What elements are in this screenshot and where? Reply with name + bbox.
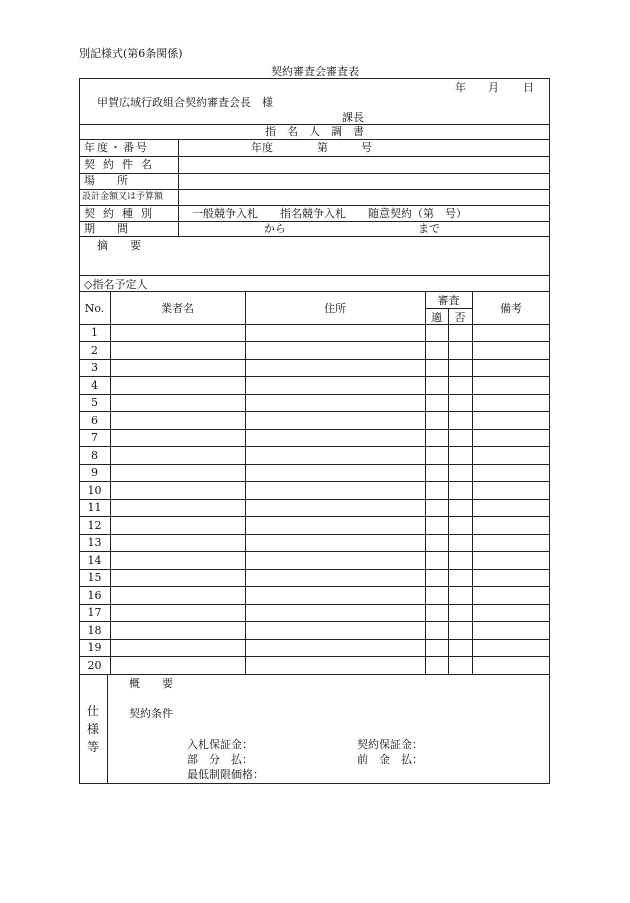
rule-row	[79, 446, 550, 447]
label-divider	[178, 139, 179, 236]
col-divider-address	[425, 291, 426, 674]
row-number: 4	[91, 379, 98, 392]
spec-conditions: 契約条件	[129, 707, 173, 720]
col-header-remarks: 備考	[500, 302, 522, 315]
row-number: 14	[87, 554, 102, 567]
rule-row	[79, 656, 550, 657]
rule-table-header	[79, 324, 550, 325]
label-contract-type: 契約種別	[84, 207, 160, 220]
row-number: 12	[87, 519, 102, 532]
col-header-address: 住所	[324, 302, 346, 315]
label-design-amount: 設計金額又は予算額	[82, 192, 164, 202]
form-label: 別記様式(第6条関係)	[79, 47, 183, 60]
rule-row	[79, 359, 550, 360]
row-number: 6	[91, 414, 98, 427]
rule-below-section-label	[79, 291, 550, 292]
col-divider-name	[245, 291, 246, 674]
col-header-review: 審査	[437, 294, 460, 307]
addressee: 甲賀広域行政組合契約審査会長 様	[97, 96, 273, 109]
rule-row	[79, 499, 550, 500]
rule-row	[79, 376, 550, 377]
row-number: 8	[91, 449, 98, 462]
rule-row-1	[79, 156, 550, 157]
summary-label: 摘 要	[97, 239, 141, 252]
spec-side-label-3: 等	[87, 740, 100, 754]
spec-overview: 概 要	[129, 677, 173, 690]
rule-row-4	[79, 205, 550, 206]
rule-row	[79, 534, 550, 535]
rule-row-2	[79, 173, 550, 174]
label-contract-name: 契約件名	[84, 158, 160, 171]
candidates-section-label: ◇指名予定人	[84, 278, 148, 291]
rule-below-heading	[79, 139, 550, 140]
col-divider-remarks	[472, 291, 473, 674]
col-divider-review	[448, 308, 449, 674]
row-number: 3	[91, 361, 98, 374]
rule-row	[79, 394, 550, 395]
date-month: 月	[488, 81, 499, 94]
rule-row	[79, 569, 550, 570]
rule-row-6	[79, 236, 550, 237]
spec-side-label-2: 様	[87, 722, 100, 736]
rule-below-summary	[79, 275, 550, 276]
nomination-heading: 指 名 人 調 書	[265, 125, 364, 138]
document-title: 契約審査会審査表	[271, 65, 359, 78]
rule-row	[79, 411, 550, 412]
rule-row	[79, 341, 550, 342]
rule-row	[79, 586, 550, 587]
row-number: 16	[87, 589, 102, 602]
rule-row	[79, 621, 550, 622]
value-period: から まで	[264, 222, 440, 235]
row-number: 7	[91, 431, 98, 444]
rule-below-table	[79, 674, 550, 675]
col-divider-no	[110, 291, 111, 674]
row-number: 5	[91, 396, 98, 409]
label-period: 期 間	[84, 222, 128, 235]
rule-row	[79, 639, 550, 640]
spec-contract-bond: 契約保証金：	[357, 738, 423, 751]
rule-row	[79, 464, 550, 465]
spec-side-divider	[107, 674, 108, 784]
row-number: 17	[87, 606, 102, 619]
rule-row	[79, 481, 550, 482]
date-year: 年	[455, 81, 466, 94]
row-number: 11	[87, 501, 102, 514]
col-header-no: No.	[84, 302, 105, 315]
row-number: 18	[87, 624, 102, 637]
col-header-approve: 適	[431, 311, 442, 324]
spec-min-price: 最低制限価格：	[187, 768, 264, 781]
row-number: 1	[91, 326, 98, 339]
row-number: 20	[87, 659, 102, 672]
spec-bid-bond: 入札保証金：	[187, 738, 253, 751]
spec-partial-payment: 部 分 払：	[187, 753, 253, 766]
row-number: 2	[91, 344, 98, 357]
row-number: 19	[87, 641, 102, 654]
row-number: 10	[87, 484, 102, 497]
rule-row	[79, 516, 550, 517]
value-contract-type: 一般競争入札 指名競争入札 随意契約（第 号）	[192, 207, 467, 220]
row-number: 13	[87, 536, 102, 549]
rule-row	[79, 429, 550, 430]
row-number: 15	[87, 571, 102, 584]
label-location: 場 所	[84, 174, 128, 187]
rule-row-3	[79, 189, 550, 190]
col-header-reject: 否	[454, 311, 466, 324]
rule-row	[79, 604, 550, 605]
label-year-number: 年度・番号	[84, 141, 149, 154]
spec-side-label-1: 仕	[87, 704, 100, 718]
value-year-number: 年度 第 号	[251, 141, 372, 154]
spec-advance-payment: 前 金 払：	[357, 753, 423, 766]
section-chief: 課長	[342, 111, 364, 124]
date-day: 日	[523, 81, 534, 94]
rule-row	[79, 551, 550, 552]
col-header-company: 業者名	[161, 302, 194, 315]
row-number: 9	[91, 466, 98, 479]
